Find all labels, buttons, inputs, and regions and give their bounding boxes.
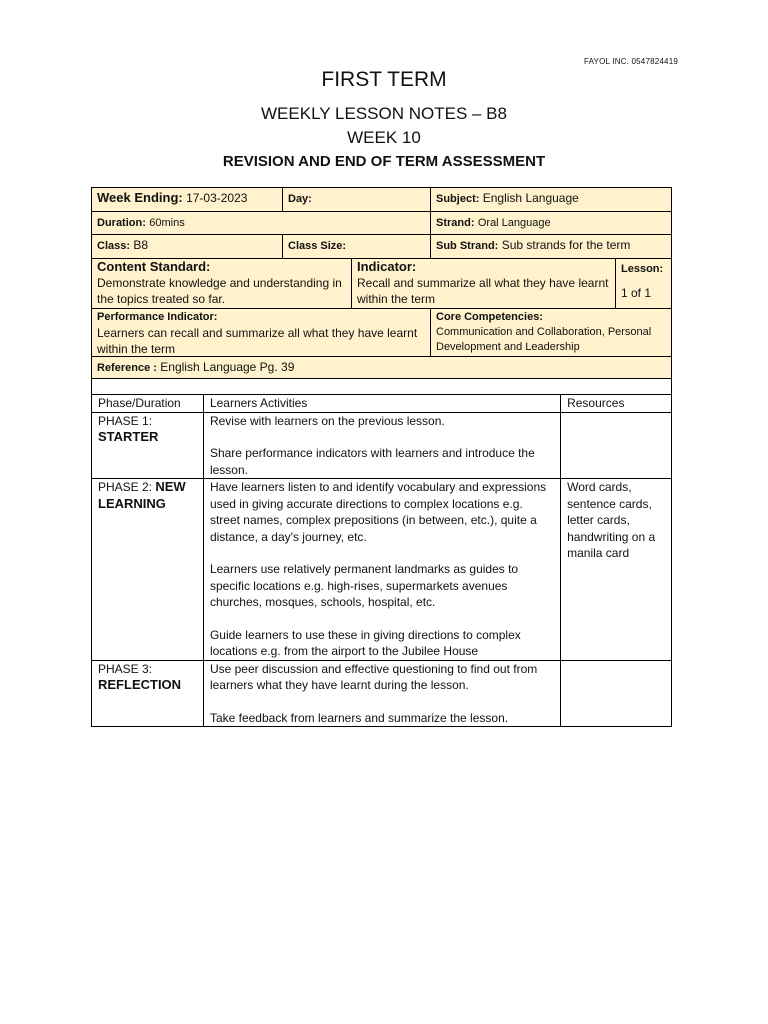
table-header-row (92, 395, 672, 413)
activities-cell (203, 412, 560, 479)
table-row (92, 412, 672, 479)
strand-value: Oral Language (477, 217, 551, 229)
reference-cell (92, 357, 671, 378)
performance-indicator-label: Performance Indicator: (97, 311, 218, 323)
duration-value: 60mins (149, 217, 185, 229)
table-row (92, 660, 672, 727)
content-standard-cell (92, 259, 351, 308)
phase-name: REFLECTION (98, 677, 182, 692)
term-title: FIRST TERM (321, 68, 447, 91)
resources-cell (561, 412, 672, 479)
activity-text: Have learners listen to and identify vocabulary and expressions used in giving accurate directions to complex locations e.g. street names, complex prepositions (in between, etc.), quite a distance, a day's journey, etc. (209, 480, 547, 544)
info-row-spacer (92, 378, 671, 395)
info-row-4 (92, 258, 671, 308)
class-size-cell (282, 235, 430, 258)
class-size-label: Class Size: (288, 240, 347, 252)
strand-cell (430, 212, 671, 234)
reference-label: Reference : (97, 362, 157, 374)
indicator-label: Indicator: (357, 259, 417, 274)
activity-text: Share performance indicators with learners and introduce the lesson. (209, 446, 535, 477)
duration-cell (92, 212, 430, 234)
phase-cell (92, 412, 204, 479)
class-label: Class: (97, 240, 131, 252)
topic-title: REVISION AND END OF TERM ASSESSMENT (222, 153, 546, 170)
sub-strand-cell (430, 235, 671, 258)
subject-value: English Language (482, 191, 579, 205)
core-competencies-cell (430, 309, 671, 356)
indicator-cell (351, 259, 615, 308)
table-row (92, 479, 672, 661)
lesson-label: Lesson: (621, 263, 664, 275)
lesson-cell (615, 259, 671, 308)
lesson-value: 1 of 1 (621, 286, 652, 300)
duration-label: Duration: (97, 217, 146, 229)
performance-indicator-cell (92, 309, 430, 356)
sub-strand-label: Sub Strand: (436, 240, 499, 252)
phase-name: LEARNING (98, 495, 166, 511)
performance-indicator-value: Learners can recall and summarize all what they have learnt within the term (97, 326, 418, 356)
subject-label: Subject: (436, 193, 480, 205)
notes-title: WEEKLY LESSON NOTES – B8 (261, 104, 507, 123)
header-activities: Learners Activities (203, 395, 560, 413)
resources-cell (561, 660, 672, 727)
lesson-phases-table (91, 394, 672, 727)
info-row-2 (92, 211, 671, 234)
header-resources: Resources (561, 395, 672, 413)
week-ending-value: 17-03-2023 (186, 191, 248, 205)
phase-cell (92, 479, 204, 661)
phase-prefix: PHASE 3: (98, 661, 153, 676)
reference-value: English Language Pg. 39 (160, 360, 295, 374)
phase-name: STARTER (98, 429, 159, 444)
class-value: B8 (133, 238, 149, 252)
phase-name-inline: NEW (155, 479, 186, 494)
activity-text: Learners use relatively permanent landmarks as guides to specific locations e.g. high-rises, supermarkets avenues churches, mosques, schools, hospital, etc. (209, 562, 519, 609)
core-competencies-label: Core Competencies: (436, 311, 543, 323)
indicator-value: Recall and summarize all what they have learnt within the term (357, 276, 609, 306)
week-ending-cell (92, 188, 282, 211)
resources-cell: Word cards, sentence cards, letter cards, handwriting on a manila card (561, 479, 672, 661)
info-row-5 (92, 308, 671, 356)
activities-cell (203, 660, 560, 727)
phase-cell (92, 660, 204, 727)
info-row-3 (92, 234, 671, 258)
class-cell (92, 235, 282, 258)
day-cell (282, 188, 430, 211)
phase-prefix: PHASE 2: (98, 480, 153, 494)
activity-text: Take feedback from learners and summarize the lesson. (209, 710, 509, 725)
core-competencies-value: Communication and Collaboration, Personal Development and Leadership (436, 326, 652, 353)
strand-label: Strand: (436, 217, 475, 229)
info-row-1 (92, 188, 671, 211)
sub-strand-value: Sub strands for the term (501, 238, 631, 252)
week-ending-label: Week Ending: (97, 190, 183, 205)
header-phase: Phase/Duration (92, 395, 204, 413)
contact-info: FAYOL INC. 0547824419 (583, 57, 678, 66)
content-standard-value: Demonstrate knowledge and understanding in the topics treated so far. (97, 276, 342, 306)
activity-text: Use peer discussion and effective questioning to find out from learners what they have learnt during the lesson. (209, 661, 538, 692)
day-label: Day: (288, 193, 312, 205)
phase-prefix: PHASE 1: (98, 413, 153, 428)
activities-cell (203, 479, 560, 661)
week-title: WEEK 10 (347, 128, 421, 147)
lesson-info-box (91, 187, 672, 395)
info-row-6 (92, 356, 671, 378)
activity-text: Revise with learners on the previous lesson. (209, 413, 445, 428)
activity-text: Guide learners to use these in giving directions to complex locations e.g. from the airport to the Jubilee House (209, 627, 521, 658)
content-standard-label: Content Standard: (97, 259, 211, 274)
subject-cell (430, 188, 671, 211)
